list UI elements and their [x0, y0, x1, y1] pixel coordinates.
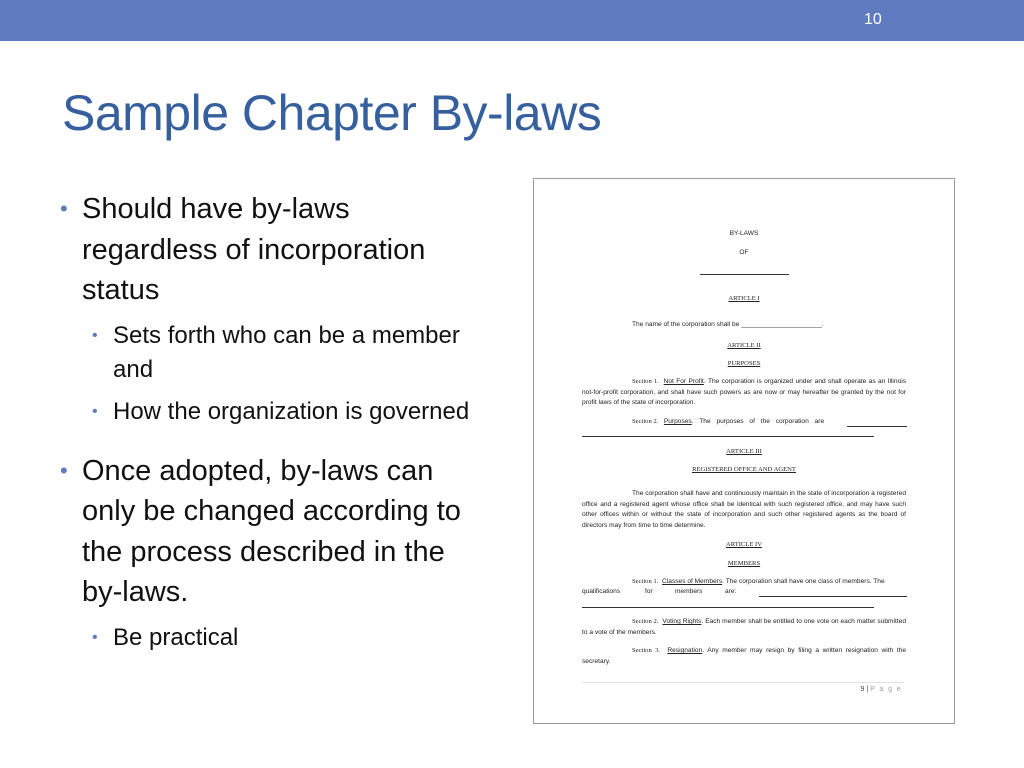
sub-bullet-list [82, 621, 470, 655]
bullet-item [60, 451, 470, 655]
bullet-dot-icon: • [60, 457, 68, 483]
sub-bullet-item [82, 395, 470, 429]
doc-article-2-section-2: Section 2. Purposes. The purposes of the corporation are [632, 418, 825, 425]
doc-article-2-section-1: Section 1. Not For Profit. The corporation is organized under and shall operate as an Illinois not-for-profit corporation, and shall have such powers as are now or may hereafter be granted by the not for profit laws of the state of incorporation. [582, 378, 906, 406]
doc-are-word: are: [725, 588, 737, 595]
doc-footer-rule [582, 682, 904, 683]
slide-number: 10 [864, 11, 882, 28]
doc-article-1-title: ARTICLE I [728, 295, 760, 302]
doc-heading: BY-LAWS [729, 230, 759, 237]
bullet-dot-icon: • [92, 326, 98, 344]
bullet-text: Once adopted, by-laws can only be changed according to the process described in the by-laws. [82, 454, 461, 608]
doc-qualifications-line-1 [759, 596, 907, 597]
doc-members-word: members [675, 588, 703, 595]
doc-article-3-title: ARTICLE III [726, 448, 762, 455]
doc-page-footer: 9 | P a g e [860, 686, 902, 693]
doc-article-2-title: ARTICLE II [727, 342, 761, 349]
sub-bullet-text: Be practical [113, 623, 239, 651]
doc-article-4-section-3: Section 3. Resignation. Any member may resign by filing a written resignation with the secretary. [582, 647, 907, 665]
bullet-dot-icon: • [92, 402, 98, 420]
sub-bullet-text: How the organization is governed [113, 397, 470, 425]
doc-of: OF [739, 249, 749, 256]
doc-article-4-section-1: Section 1. Classes of Members. The corporation shall have one class of members. The [632, 578, 885, 585]
doc-article-4-title: ARTICLE IV [725, 541, 763, 548]
doc-article-3-subtitle: REGISTERED OFFICE AND AGENT [692, 466, 796, 473]
doc-article-2-subtitle: PURPOSES [727, 360, 761, 367]
doc-article-4-section-2: Section 2. Voting Rights. Each member shall be entitled to one vote on each matter submitted to a vote of the members. [582, 618, 906, 636]
doc-article-1-text: The name of the corporation shall be ______________________. [632, 321, 824, 328]
doc-name-line [700, 274, 789, 275]
bullet-text: Should have by-laws regardless of incorporation status [82, 193, 426, 306]
doc-article-4-subtitle: MEMBERS [727, 560, 761, 567]
sub-bullet-item [82, 319, 470, 387]
sub-bullet-item [82, 621, 470, 655]
doc-qualifications-word: qualifications [582, 588, 621, 595]
doc-article-3-text: The corporation shall have and continuously maintain in the state of incorporation a registered office and a registered agent whose office shall be identical with such registered office, and may have such other offices within or without the state of incorporation and such other registered agents as the board of directors may from time to time determine. [582, 490, 906, 529]
doc-for-word: for [645, 588, 653, 595]
sub-bullet-text: Sets forth who can be a member and [113, 321, 460, 383]
slide-title: Sample Chapter By-laws [62, 85, 602, 141]
doc-purposes-line-2 [582, 436, 874, 437]
bylaws-document-image [533, 178, 955, 724]
sub-bullet-list [82, 319, 470, 429]
header-bar [0, 0, 1024, 41]
bullet-dot-icon: • [60, 196, 68, 221]
bullet-list [60, 189, 470, 663]
bullet-item [60, 189, 470, 429]
doc-purposes-line-1 [847, 426, 907, 427]
bullet-dot-icon: • [92, 628, 98, 646]
doc-qualifications-line-2 [582, 607, 874, 608]
